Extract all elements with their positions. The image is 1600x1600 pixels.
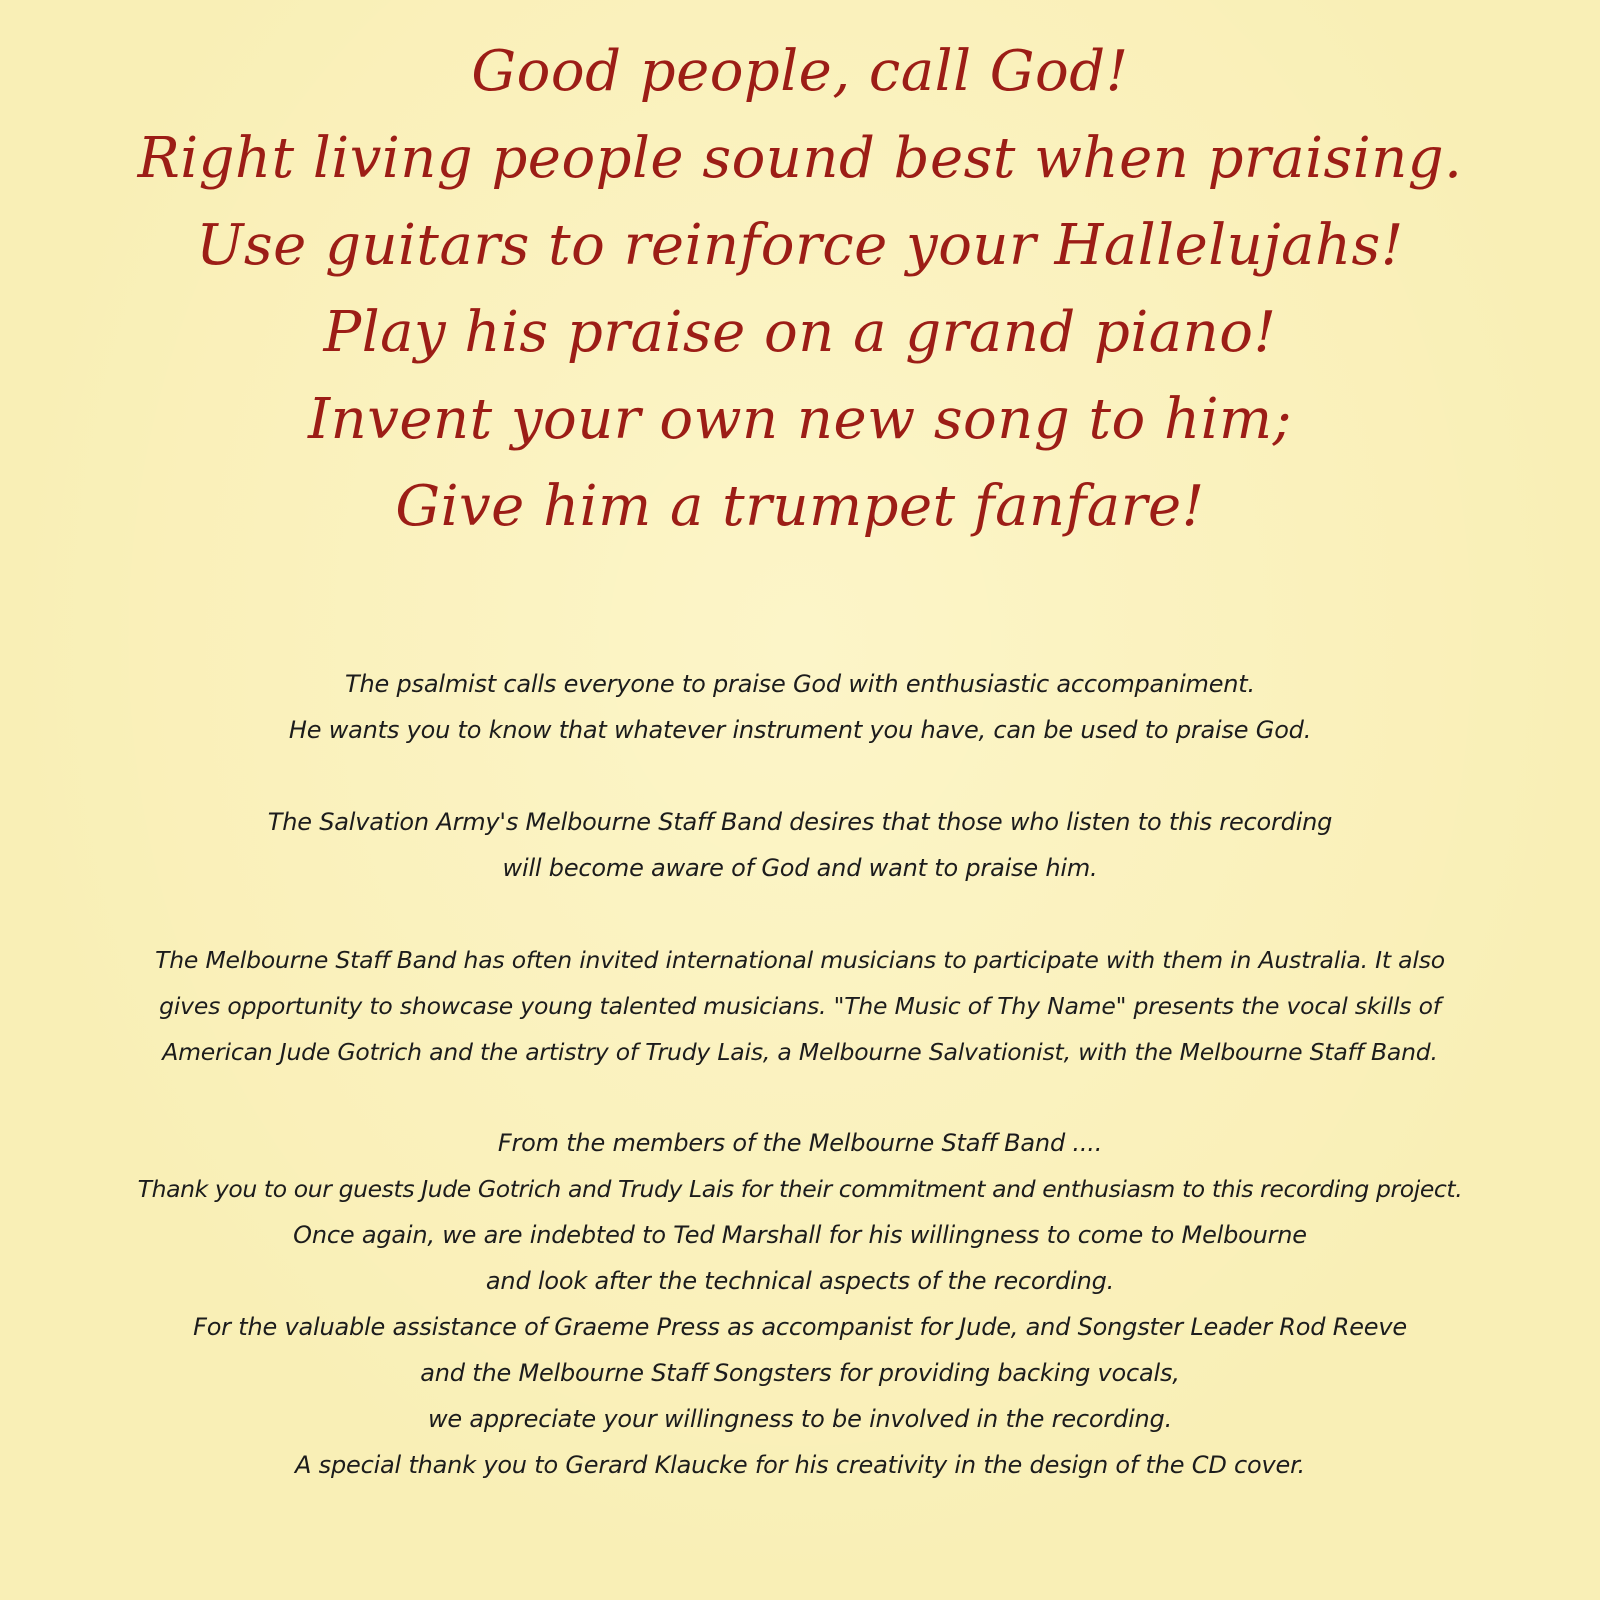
text-line: From the members of the Melbourne Staff Band .... <box>497 1129 1103 1157</box>
text-line: For the valuable assistance of Graeme Press as accompanist for Jude, and Songster Leader Rod Reeve <box>193 1313 1407 1341</box>
text-line: The psalmist calls everyone to praise God with enthusiastic accompaniment. <box>345 670 1255 698</box>
verse-line: Right living people sound best when praising. <box>137 126 1463 191</box>
band-desire-paragraph <box>0 799 1600 891</box>
text-line: A special thank you to Gerard Klaucke for his creativity in the design of the CD cover. <box>295 1451 1305 1479</box>
text-line: American Jude Gotrich and the artistry of Trudy Lais, a Melbourne Salvationist, with the Melbourne Staff Band. <box>162 1038 1438 1066</box>
intro-paragraph <box>0 661 1600 753</box>
verse-line: Use guitars to reinforce your Hallelujahs! <box>196 213 1404 278</box>
verse-line: Good people, call God! <box>471 39 1129 104</box>
text-line: we appreciate your willingness to be involved in the recording. <box>427 1405 1173 1433</box>
text-line: gives opportunity to showcase young talented musicians. "The Music of Thy Name" presents the vocal skills of <box>159 992 1441 1020</box>
text-line: Once again, we are indebted to Ted Marshall for his willingness to come to Melbourne <box>293 1221 1307 1249</box>
verse-line: Give him a trumpet fanfare! <box>395 474 1205 539</box>
text-line: and the Melbourne Staff Songsters for providing backing vocals, <box>420 1359 1180 1387</box>
acknowledgements-paragraph <box>0 1120 1600 1488</box>
text-line: The Melbourne Staff Band has often invited international musicians to participate with them in Australia. It also <box>155 946 1445 974</box>
verse-source <box>0 582 1600 618</box>
text-line: will become aware of God and want to praise him. <box>502 854 1098 882</box>
text-line: and look after the technical aspects of the recording. <box>485 1267 1115 1295</box>
verse-line: Play his praise on a grand piano! <box>323 300 1277 365</box>
text-line: He wants you to know that whatever instrument you have, can be used to praise God. <box>288 716 1312 744</box>
guests-paragraph <box>0 937 1600 1075</box>
text-line: Thank you to our guests Jude Gotrich and Trudy Lais for their commitment and enthusiasm to this recording project. <box>137 1175 1463 1203</box>
text-line: The Salvation Army's Melbourne Staff Band desires that those who listen to this recording <box>267 808 1333 836</box>
psalm-verse <box>0 28 1600 550</box>
verse-line: Invent your own new song to him; <box>308 387 1292 452</box>
